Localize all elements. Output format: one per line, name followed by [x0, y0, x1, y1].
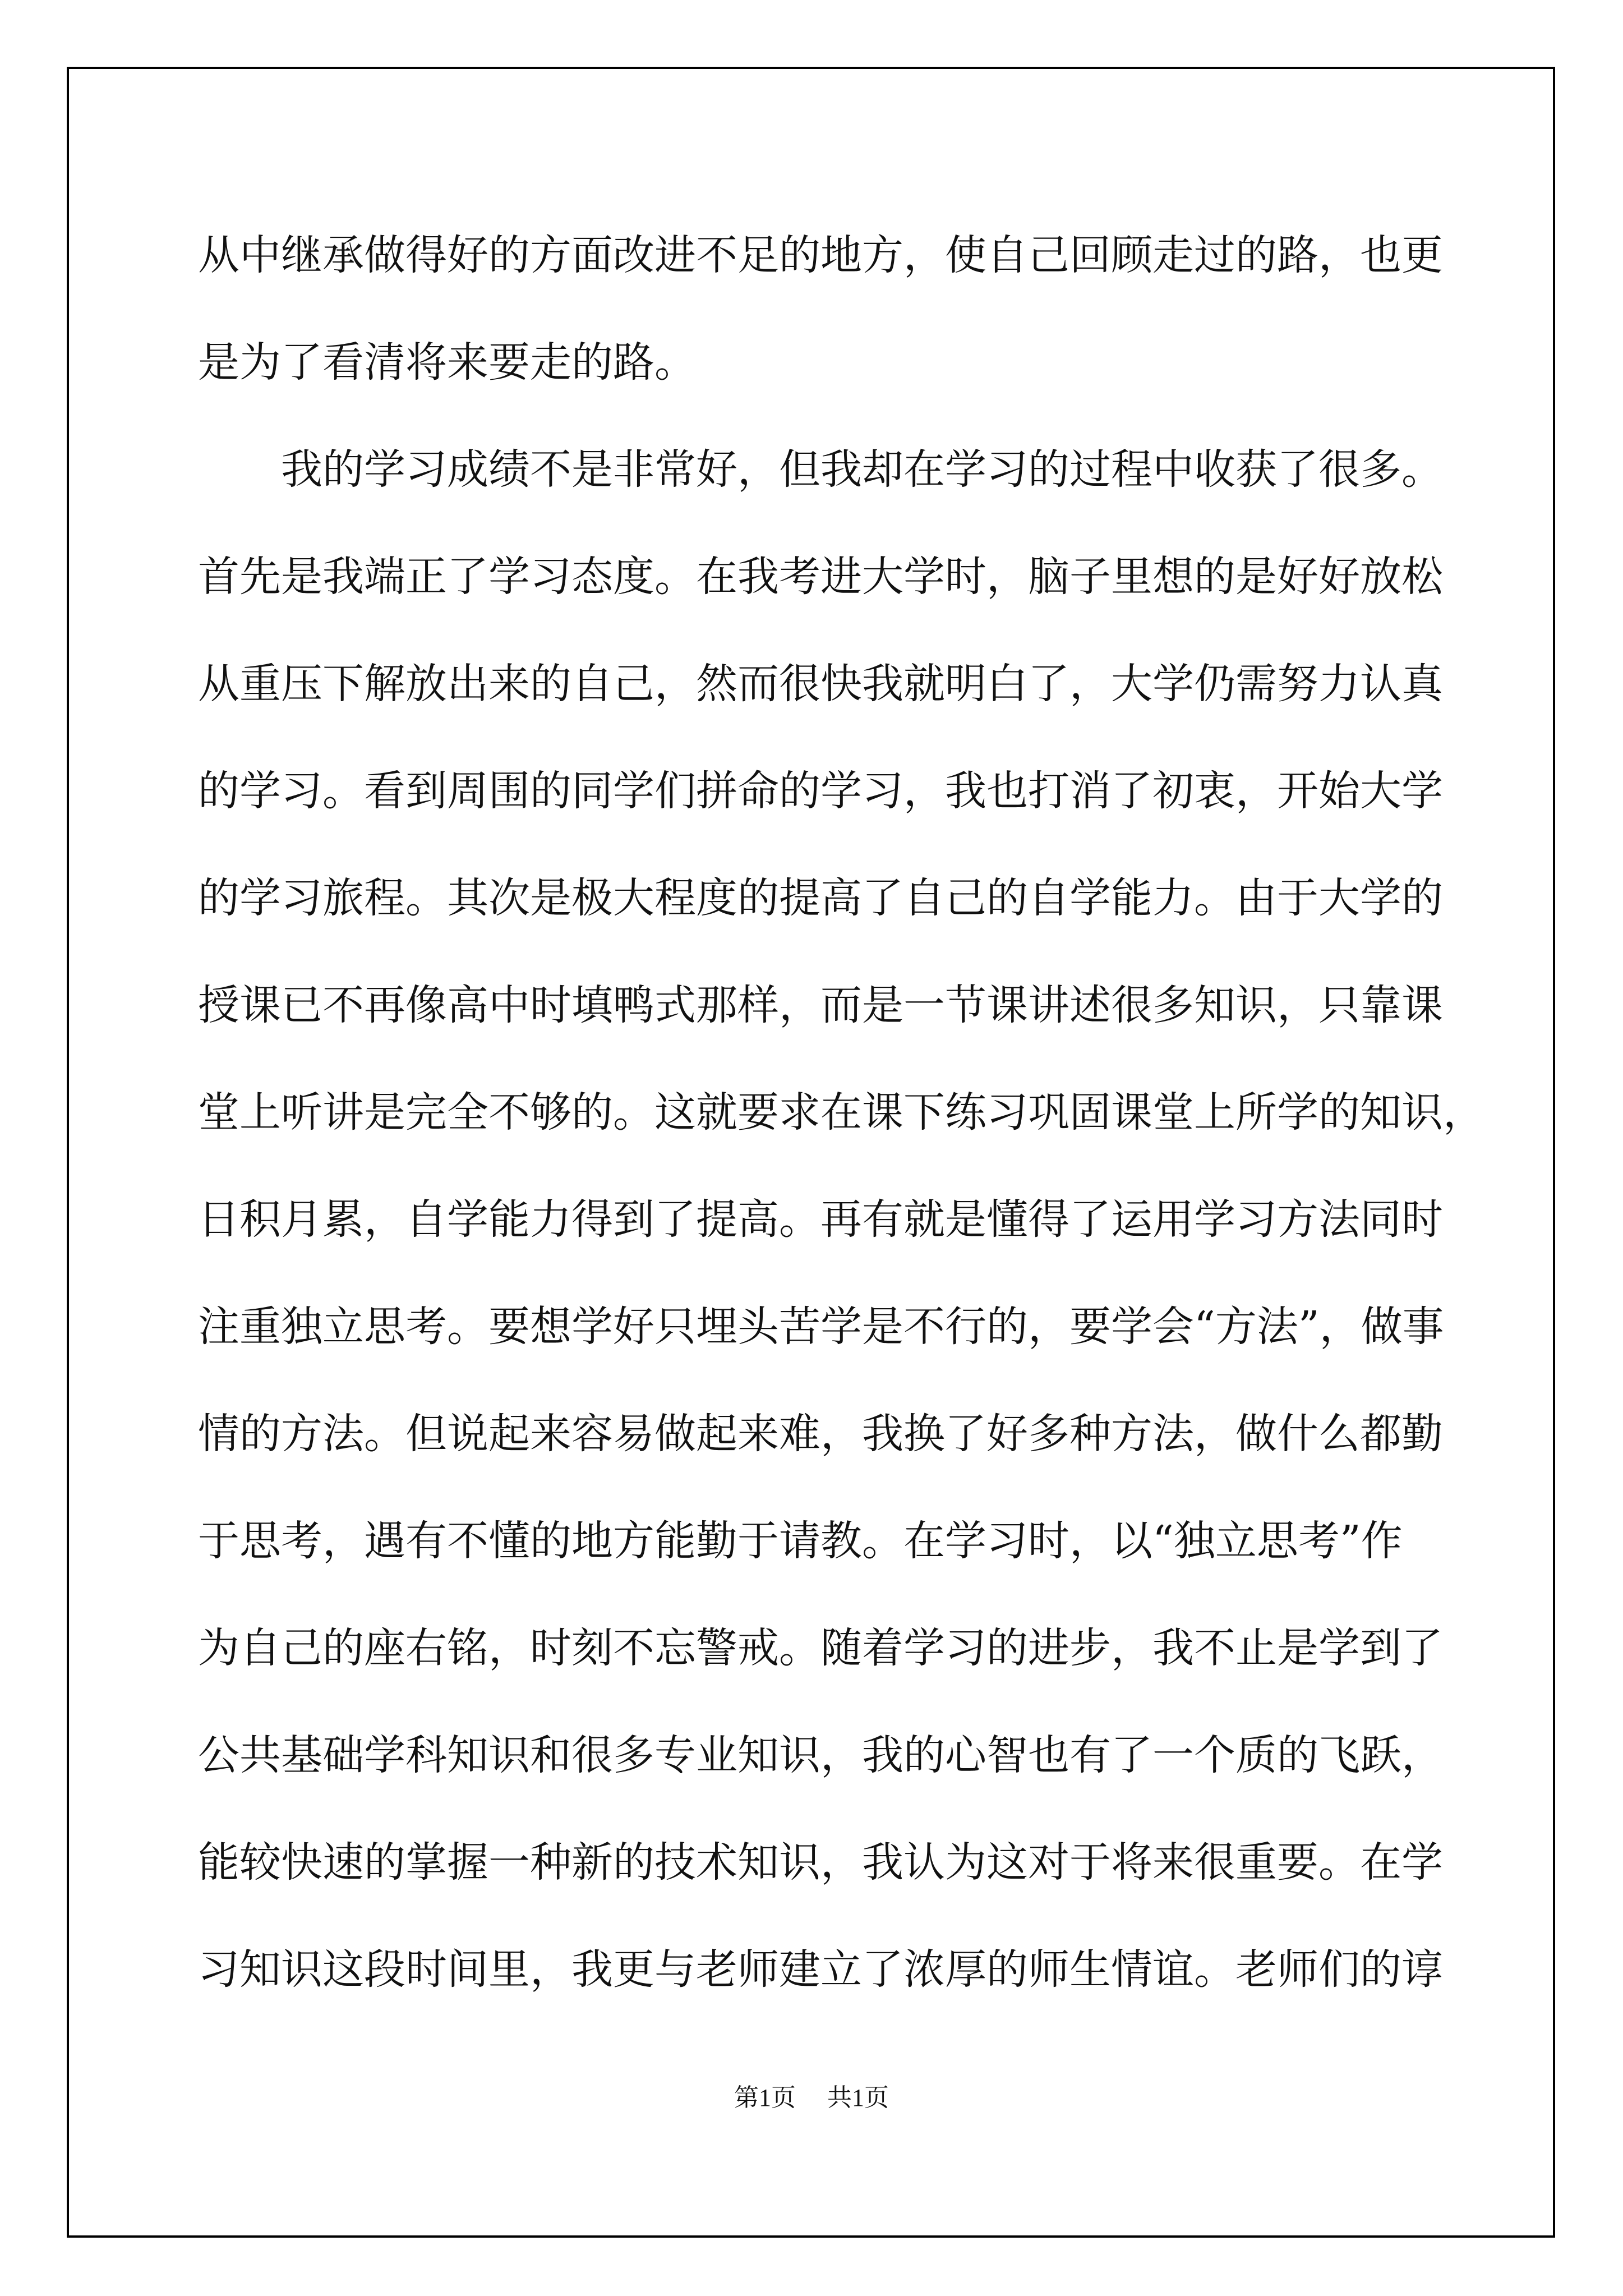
text-line: 为自己的座右铭，时刻不忘警戒。随着学习的进步，我不止是学到了 — [198, 1624, 1443, 1672]
text-line: 授课已不再像高中时填鸭式那样，而是一节课讲述很多知识，只靠课 — [198, 981, 1443, 1029]
document-body — [198, 202, 1484, 2023]
text-line: 公共基础学科知识和很多专业知识，我的心智也有了一个质的飞跃， — [198, 1731, 1443, 1779]
text-line: 于思考，遇有不懂的地方能勤于请教。在学习时，以“独立思考”作 — [198, 1517, 1403, 1565]
text-line: 注重独立思考。要想学好只埋头苦学是不行的，要学会“方法”，做事 — [198, 1303, 1444, 1351]
text-line: 堂上听讲是完全不够的。这就要求在课下练习巩固课堂上所学的知识， — [198, 1088, 1484, 1137]
text-line: 从重压下解放出来的自己，然而很快我就明白了，大学仍需努力认真 — [198, 660, 1443, 708]
text-line: 情的方法。但说起来容易做起来难，我换了好多种方法，做什么都勤 — [198, 1410, 1443, 1458]
text-line: 日积月累，自学能力得到了提高。再有就是懂得了运用学习方法同时 — [198, 1195, 1443, 1244]
page-number: 第1页 — [734, 2084, 796, 2111]
page-total: 共1页 — [827, 2084, 889, 2111]
text-line: 的学习旅程。其次是极大程度的提高了自己的自学能力。由于大学的 — [198, 874, 1443, 922]
text-line: 能较快速的掌握一种新的技术知识，我认为这对于将来很重要。在学 — [198, 1838, 1443, 1887]
text-line: 习知识这段时间里，我更与老师建立了浓厚的师生情谊。老师们的谆 — [198, 1945, 1443, 1994]
page-footer — [0, 2081, 1623, 2115]
text-line: 是为了看清将来要走的路。 — [198, 338, 696, 386]
text-line: 首先是我端正了学习态度。在我考进大学时，脑子里想的是好好放松 — [198, 553, 1443, 601]
text-line: 的学习。看到周围的同学们拼命的学习，我也打消了初衷，开始大学 — [198, 767, 1443, 815]
text-line: 我的学习成绩不是非常好，但我却在学习的过程中收获了很多。 — [198, 445, 1443, 494]
text-line: 从中继承做得好的方面改进不足的地方，使自己回顾走过的路，也更 — [198, 231, 1443, 279]
